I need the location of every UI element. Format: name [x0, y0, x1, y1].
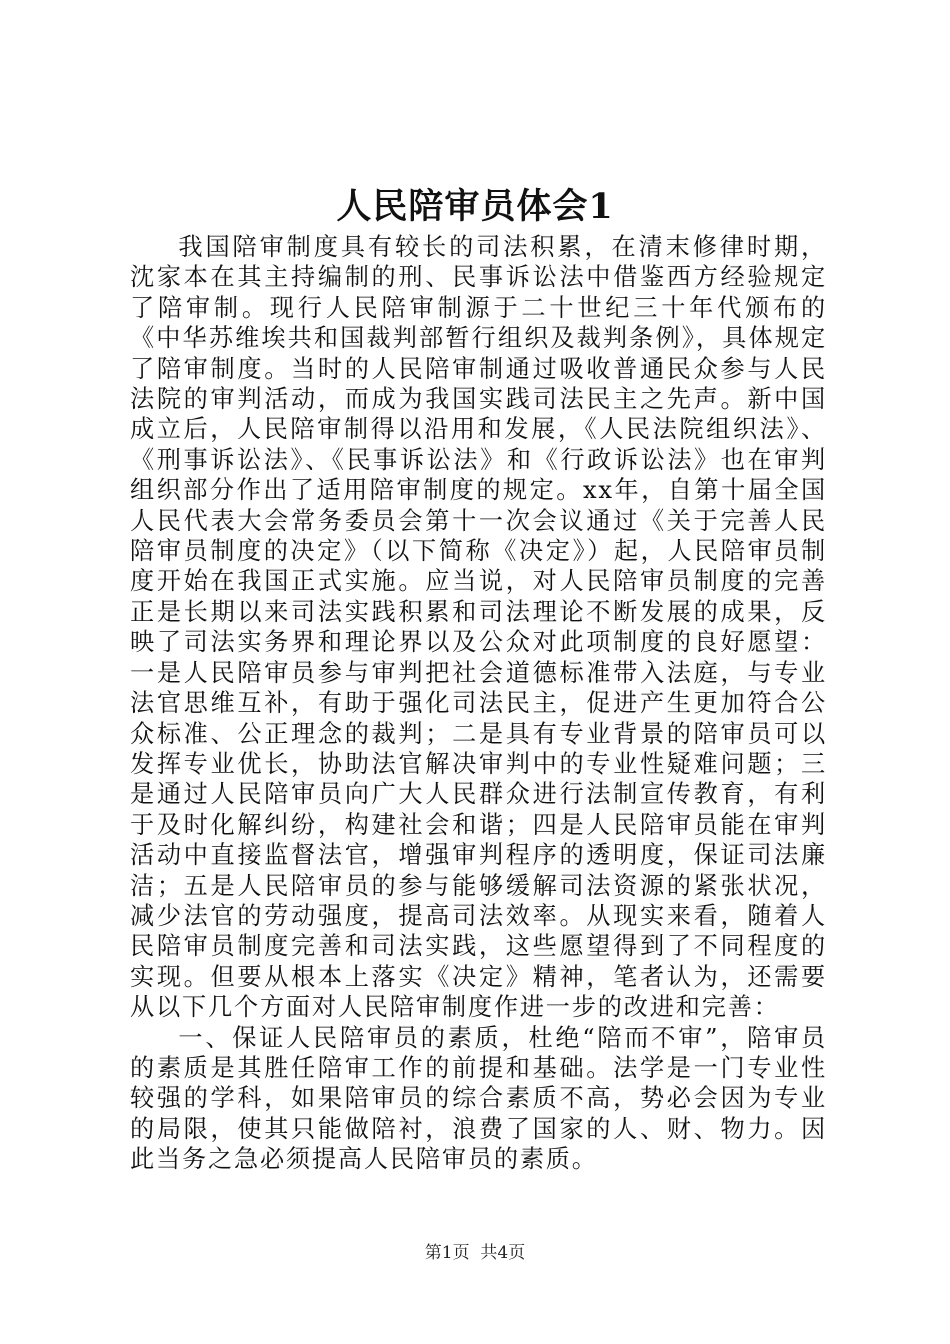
paragraph-section-one: 一、保证人民陪审员的素质，杜绝“陪而不审”，陪审员的素质是其胜任陪审工作的前提和基础。法学是一门专业性较强的学科，如果陪审员的综合素质不高，势必会因为专业的局限，使其只能做陪衬，浪费了国家的人、财、物力。因此当务之急必须提高人民陪审员的素质。 [130, 1023, 827, 1174]
document-body [130, 232, 827, 1175]
page-number-footer: 第1页 共4页 [424, 1243, 526, 1263]
paragraph-intro: 我国陪审制度具有较长的司法积累，在清末修律时期，沈家本在其主持编制的刑、民事诉讼法中借鉴西方经验规定了陪审制。现行人民陪审制源于二十世纪三十年代颁布的《中华苏维埃共和国裁判部暂行组织及裁判条例》，具体规定了陪审制度。当时的人民陪审制通过吸收普通民众参与人民法院的审判活动，而成为我国实践司法民主之先声。新中国成立后，人民陪审制得以沿用和发展，《人民法院组织法》、《刑事诉讼法》、《民事诉讼法》和《行政诉讼法》也在审判组织部分作出了适用陪审制度的规定。xx年，自第十届全国人民代表大会常务委员会第十一次会议通过《关于完善人民陪审员制度的决定》（以下简称《决定》）起，人民陪审员制度开始在我国正式实施。应当说，对人民陪审员制度的完善正是长期以来司法实践积累和司法理论不断发展的成果，反映了司法实务界和理论界以及公众对此项制度的良好愿望：一是人民陪审员参与审判把社会道德标准带入法庭，与专业法官思维互补，有助于强化司法民主，促进产生更加符合公众标准、公正理念的裁判；二是具有专业背景的陪审员可以发挥专业优长，协助法官解决审判中的专业性疑难问题；三是通过人民陪审员向广大人民群众进行法制宣传教育，有利于及时化解纠纷，构建社会和谐；四是人民陪审员能在审判活动中直接监督法官，增强审判程序的透明度，保证司法廉洁；五是人民陪审员的参与能够缓解司法资源的紧张状况，减少法官的劳动强度，提高司法效率。从现实来看，随着人民陪审员制度完善和司法实践，这些愿望得到了不同程度的实现。但要从根本上落实《决定》精神，笔者认为，还需要从以下几个方面对人民陪审制度作进一步的改进和完善： [130, 233, 827, 1022]
document-title: 人民陪审员体会1 [336, 186, 614, 227]
